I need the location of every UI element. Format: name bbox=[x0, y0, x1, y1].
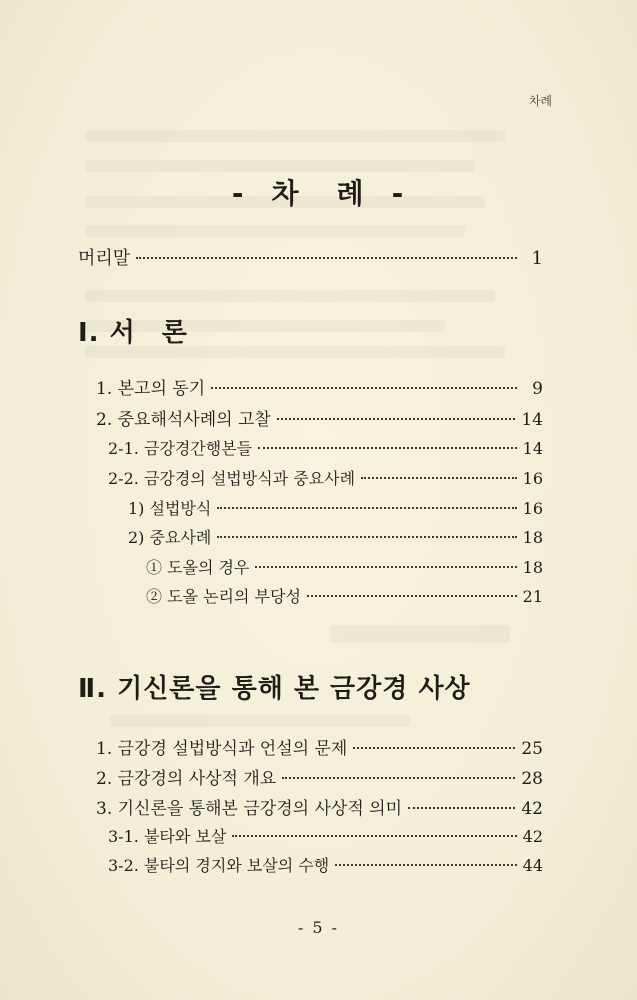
toc-entry bbox=[108, 466, 543, 489]
toc-entry-label: 2-1. 금강경간행본들 bbox=[108, 439, 253, 458]
toc-entry-page: 16 bbox=[522, 469, 543, 488]
toc-entry-page: 42 bbox=[521, 799, 543, 819]
dot-leader bbox=[217, 536, 516, 538]
toc-entry bbox=[108, 436, 543, 459]
toc-entry bbox=[96, 374, 543, 399]
dot-leader bbox=[258, 447, 517, 449]
toc-entry bbox=[128, 496, 543, 519]
running-header: 차례 bbox=[528, 94, 552, 108]
toc-entry bbox=[128, 525, 543, 548]
toc-entry-label: 머리말 bbox=[78, 248, 131, 269]
section-title: 기신론을 통해 본 금강경 사상 bbox=[117, 674, 471, 704]
dot-leader bbox=[277, 418, 516, 420]
toc-entry-label: 1. 본고의 동기 bbox=[96, 379, 206, 399]
dot-leader bbox=[282, 777, 515, 779]
toc-entry bbox=[108, 853, 543, 876]
toc-entry-label: 3-1. 불타와 보살 bbox=[108, 827, 227, 846]
toc-entry-page: 18 bbox=[522, 558, 543, 577]
toc-entry bbox=[96, 764, 543, 789]
title-dash-left: - bbox=[231, 177, 246, 210]
toc-entry-label: 3-2. 불타의 경지와 보살의 수행 bbox=[108, 856, 330, 875]
toc-entry-label: 2. 중요해석사례의 고찰 bbox=[96, 410, 271, 430]
toc-entry-page: 18 bbox=[522, 528, 543, 547]
dot-leader bbox=[307, 595, 517, 597]
dot-leader bbox=[136, 257, 517, 259]
toc-entry-label: 2-2. 금강경의 설법방식과 중요사례 bbox=[108, 469, 356, 488]
toc-entry-page: 42 bbox=[522, 827, 543, 846]
dot-leader bbox=[217, 507, 516, 509]
section-title-part: 서 bbox=[109, 318, 136, 348]
dot-leader bbox=[211, 387, 517, 389]
toc-entry-page: 25 bbox=[521, 739, 543, 759]
dot-leader bbox=[255, 566, 516, 568]
bleed-through-line bbox=[85, 225, 465, 237]
bleed-through-line bbox=[330, 625, 510, 643]
toc-entry-label: 2) 중요사례 bbox=[128, 528, 212, 547]
toc-entry-label: ① 도올의 경우 bbox=[146, 558, 250, 577]
dot-leader bbox=[408, 807, 515, 809]
toc-entry-label: 1. 금강경 설법방식과 언설의 문제 bbox=[96, 739, 348, 759]
dot-leader bbox=[335, 864, 516, 866]
bleed-through-line bbox=[85, 290, 495, 302]
toc-entry bbox=[96, 734, 543, 759]
dot-leader bbox=[232, 835, 516, 837]
toc-entry-page: 1 bbox=[531, 248, 543, 269]
toc-entry-page: 44 bbox=[522, 856, 543, 875]
toc-entry-label: 3. 기신론을 통해본 금강경의 사상적 의미 bbox=[96, 799, 402, 819]
bleed-through-line bbox=[85, 130, 505, 142]
toc-entry bbox=[146, 584, 543, 607]
toc-entry-label: 2. 금강경의 사상적 개요 bbox=[96, 769, 277, 789]
toc-entry-page: 14 bbox=[522, 439, 543, 458]
bleed-through-line bbox=[110, 715, 410, 727]
toc-entry-page: 16 bbox=[522, 499, 543, 518]
page-number: - 5 - bbox=[297, 918, 340, 937]
section-heading-1 bbox=[78, 312, 188, 349]
toc-entry bbox=[146, 555, 543, 578]
toc-entry bbox=[96, 794, 543, 819]
toc-entry-page: 28 bbox=[521, 769, 543, 789]
title-dash-right: - bbox=[391, 177, 406, 210]
section-numeral: Ⅱ. bbox=[78, 674, 108, 704]
dot-leader bbox=[361, 477, 517, 479]
toc-entry-page: 21 bbox=[522, 587, 543, 606]
toc-entry-page: 14 bbox=[521, 410, 543, 430]
toc-entry bbox=[108, 824, 543, 847]
toc-title bbox=[0, 172, 637, 212]
toc-entry-intro bbox=[78, 244, 543, 270]
dot-leader bbox=[353, 747, 515, 749]
bleed-through-line bbox=[85, 160, 475, 172]
toc-entry bbox=[96, 405, 543, 430]
section-title-part: 론 bbox=[161, 318, 188, 348]
toc-entry-label: 1) 설법방식 bbox=[128, 499, 212, 518]
section-heading-2 bbox=[78, 668, 471, 705]
section-numeral: Ⅰ. bbox=[78, 318, 100, 348]
toc-entry-page: 9 bbox=[532, 379, 543, 399]
toc-entry-label: ② 도올 논리의 부당성 bbox=[146, 587, 301, 606]
title-char-2: 례 bbox=[336, 177, 366, 210]
title-char-1: 차 bbox=[271, 177, 301, 210]
